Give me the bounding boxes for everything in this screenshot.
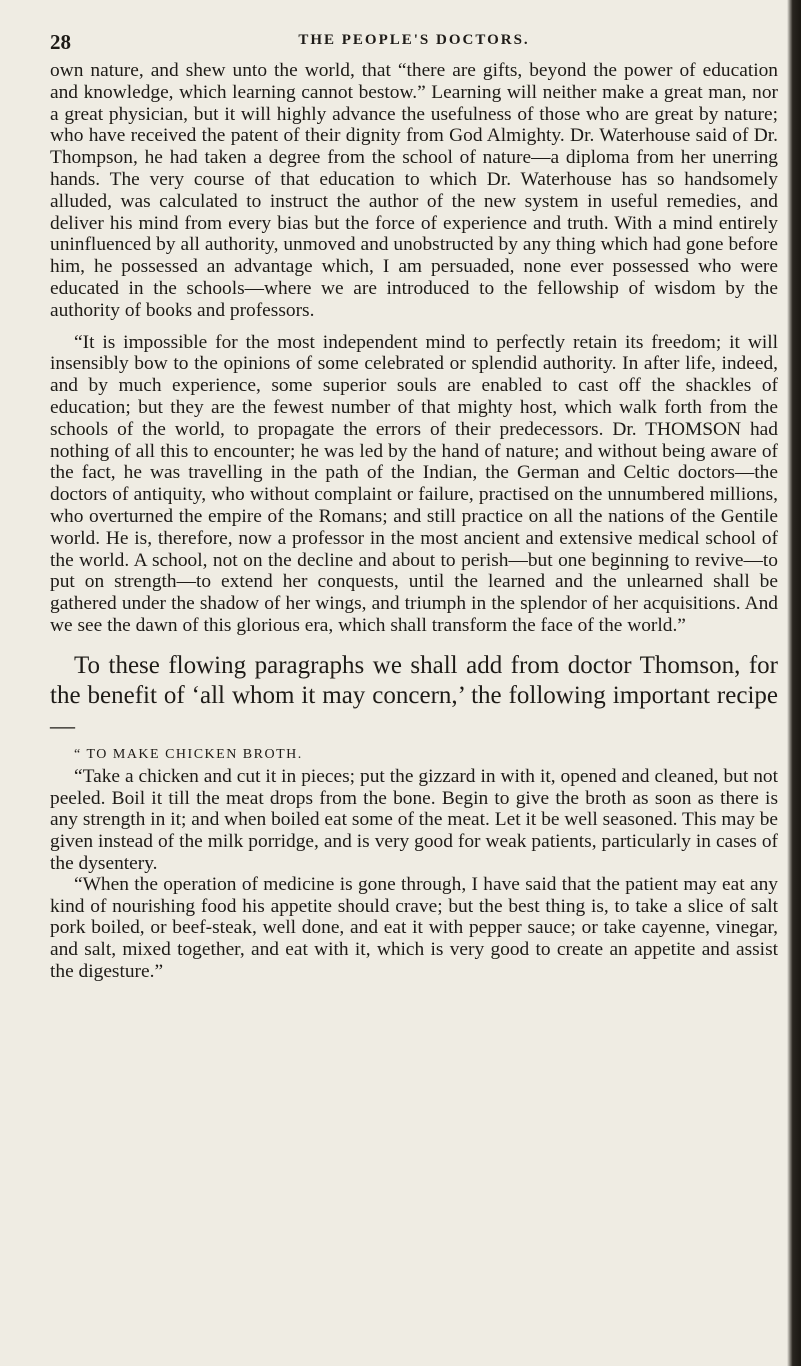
page-edge-shadow	[787, 0, 801, 1366]
page-number: 28	[50, 30, 71, 54]
paragraph-continuation: own nature, and shew unto the world, that “there are gifts, beyond the power of education and knowledge, which learning cannot bestow.” Learning will neither make a great man, nor a great physician, but it will highly advance the usefulness of those who are great by nature; who have received the patent of their dignity from God Almighty. Dr. Waterhouse said of Dr. Thompson, he had taken a degree from the school of nature—a diploma from her unerring hands. The very course of that education to which Dr. Waterhouse has so handsomely alluded, was calculated to instruct the author of the new system in useful remedies, and deliver his mind from every bias but the force of experience and truth. With a mind entirely uninfluenced by all authority, unmoved and unobstructed by any thing which had gone before him, he possessed an advantage which, I am persuaded, none ever possessed who were educated in the schools—where we are introduced to the fellowship of wisdom by the authority of books and professors.	[50, 60, 778, 321]
running-head: THE PEOPLE'S DOCTORS.	[298, 32, 530, 48]
recipe-paragraph-2: “When the operation of medicine is gone through, I have said that the patient may eat any kind of nourishing food his appetite should crave; but the best thing is, to take a slice of salt pork boiled, or beef-steak, well done, and eat it with pepper sauce; or take cayenne, vinegar, and salt, mixed together, and eat with it, which is very good to create an appetite and assist the digesture.”	[50, 874, 778, 982]
recipe-paragraph: “Take a chicken and cut it in pieces; put the gizzard in with it, opened and cleaned, but not peeled. Boil it till the meat drops from the bone. Begin to give the broth as soon as there is any strength in it; and when boiled eat some of the meat. Let it be well seasoned. This may be given instead of the milk porridge, and is very good for weak patients, particularly in cases of the dysentery.	[50, 766, 778, 874]
page-header	[50, 30, 778, 52]
paragraph-quotation: “It is impossible for the most independent mind to perfectly retain its freedom; it will insensibly bow to the opinions of some celebrated or splendid authority. In after life, indeed, and by much experience, some superior souls are enabled to cast off the shackles of education; but they are the fewest number of that mighty host, which walk forth from the schools of the world, to propagate the errors of their predecessors. Dr. THOMSON had nothing of all this to encounter; he was led by the hand of nature; and without being aware of the fact, he was travelling in the path of the Indian, the German and Celtic doctors—the doctors of antiquity, who without complaint or failure, practised on the unnumbered millions, who overturned the empire of the Romans; and still practice on all the nations of the Gentile world. He is, therefore, now a professor in the most ancient and extensive medical school of the world. A school, not on the decline and about to perish—but one beginning to revive—to put on strength—to extend her conquests, until the learned and the unlearned shall be gathered under the shadow of her wings, and triumph in the splendor of her acquisitions. And we see the dawn of this glorious era, which shall transform the face of the world.”	[50, 331, 778, 636]
paragraph-lead-in: To these flowing paragraphs we shall add from doctor Thomson, for the benefit of ‘all whom it may concern,’ the following important recipe—	[50, 651, 778, 740]
page-body	[50, 60, 778, 982]
recipe-title: “ TO MAKE CHICKEN BROTH.	[74, 747, 303, 763]
